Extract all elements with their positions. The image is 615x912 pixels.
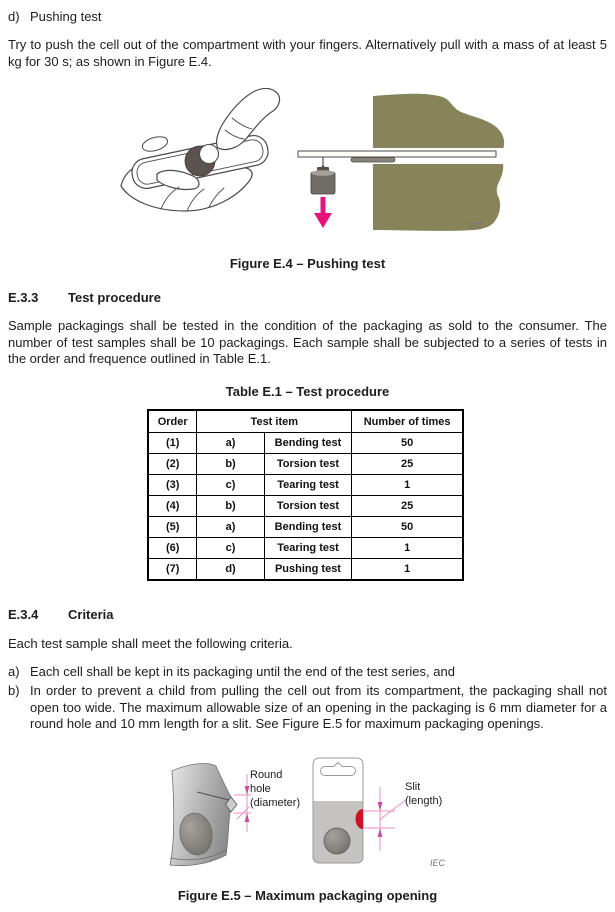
svg-text:Round: Round — [250, 769, 283, 781]
round-hole-label — [250, 769, 300, 809]
cell-letter: c) — [197, 538, 264, 559]
cell-times: 25 — [352, 454, 463, 475]
cell-test-name: Tearing test — [264, 538, 352, 559]
cell-in-card — [324, 828, 350, 854]
hand-holding-pack-drawing — [121, 89, 280, 212]
cell-order: (2) — [148, 454, 197, 475]
cell-order: (4) — [148, 496, 197, 517]
cell-order: (5) — [148, 517, 197, 538]
packaging-sheet-drawing — [170, 764, 237, 866]
list-item-a-label: a) — [8, 664, 20, 679]
list-item-a-text: Each cell shall be kept in its packaging until the end of the test series, and — [30, 664, 455, 679]
cell-letter: b) — [197, 496, 264, 517]
section-e34-number: E.3.4 — [8, 607, 39, 622]
cell-test-name: Tearing test — [264, 475, 352, 496]
cell-times: 1 — [352, 538, 463, 559]
cell-letter: b) — [197, 454, 264, 475]
table-row — [148, 433, 463, 454]
slit-label — [405, 781, 442, 807]
cell-times: 1 — [352, 475, 463, 496]
cell-letter: d) — [197, 559, 264, 581]
paragraph-criteria-intro: Each test sample shall meet the following criteria. — [8, 636, 293, 651]
cell-test-name: Pushing test — [264, 559, 352, 581]
cell-order: (1) — [148, 433, 197, 454]
col-header-order: Order — [148, 410, 197, 433]
table-row — [148, 475, 463, 496]
table-row — [148, 538, 463, 559]
cell-order: (6) — [148, 538, 197, 559]
list-item-d-heading — [8, 9, 607, 26]
section-e33-heading — [8, 290, 607, 305]
cell-test-name: Bending test — [264, 517, 352, 538]
cell-test-name: Torsion test — [264, 454, 352, 475]
weight-pull-drawing — [298, 94, 510, 231]
col-header-test-item: Test item — [197, 410, 352, 433]
list-item-b — [8, 683, 607, 733]
list-item-d-title: Pushing test — [30, 9, 102, 24]
dimension-lines-round-hole — [234, 774, 251, 832]
cell-times: 25 — [352, 496, 463, 517]
paragraph-pushing-test: Try to push the cell out of the compartment with your fingers. Alternatively pull with a mass of at least 5 kg for 30 s; as shown in Figure E.4. — [8, 37, 607, 69]
table-row — [148, 454, 463, 475]
figure-e4-caption: Figure E.4 – Pushing test — [229, 256, 386, 271]
section-e34-title: Criteria — [68, 607, 114, 622]
cell-letter: a) — [197, 433, 264, 454]
col-header-times: Number of times — [352, 410, 463, 433]
list-item-d-label: d) — [8, 9, 20, 24]
section-e33-title: Test procedure — [68, 290, 161, 305]
iec-credit: IEC — [430, 858, 446, 868]
cell-test-name: Bending test — [264, 433, 352, 454]
cell-order: (3) — [148, 475, 197, 496]
cell-test-name: Torsion test — [264, 496, 352, 517]
list-item-b-text: In order to prevent a child from pulling the cell out from its compartment, the packaging shall not open too wide. The maximum allowable size of an opening in the packaging is 6 mm diameter for a round hole and 10 mm length for a slit. See Figure E.5 for maximum packaging openings. — [30, 683, 607, 731]
cell-times: 1 — [352, 559, 463, 581]
table-row — [148, 496, 463, 517]
cell-letter: a) — [197, 517, 264, 538]
thumb-tip — [200, 145, 219, 164]
svg-text:(diameter): (diameter) — [250, 797, 301, 809]
cell-compartment-slot — [351, 158, 395, 163]
svg-text:Slit: Slit — [405, 781, 421, 793]
table-row — [148, 559, 463, 581]
cell-letter: c) — [197, 475, 264, 496]
section-e33-number: E.3.3 — [8, 290, 39, 305]
cell-times: 50 — [352, 433, 463, 454]
package-bar — [298, 151, 496, 157]
fingertip — [141, 134, 170, 154]
cell-order: (7) — [148, 559, 197, 581]
list-item-a — [8, 664, 607, 681]
dimension-lines-slit — [364, 787, 407, 851]
test-weight — [311, 167, 335, 194]
figure-e4-illustration — [105, 88, 510, 238]
table-e1-caption: Table E.1 – Test procedure — [225, 384, 390, 399]
table-row — [148, 517, 463, 538]
list-item-b-label: b) — [8, 683, 20, 698]
iec-credit: IEC — [468, 221, 484, 231]
section-e34-heading — [8, 607, 607, 622]
table-e1 — [147, 409, 464, 581]
blister-card-drawing — [313, 758, 363, 863]
pull-down-arrow-icon — [314, 197, 332, 228]
cell-times: 50 — [352, 517, 463, 538]
figure-e5-caption: Figure E.5 – Maximum packaging opening — [177, 888, 438, 903]
paragraph-test-procedure: Sample packagings shall be tested in the condition of the packaging as sold to the consumer. The number of test samples shall be 10 packagings. Each sample shall be subjected to a series of tests in the order and frequence outlined in Table E.1. — [8, 318, 607, 366]
svg-text:hole: hole — [250, 783, 271, 795]
figure-e5-illustration — [155, 753, 465, 878]
svg-text:(length): (length) — [405, 795, 443, 807]
